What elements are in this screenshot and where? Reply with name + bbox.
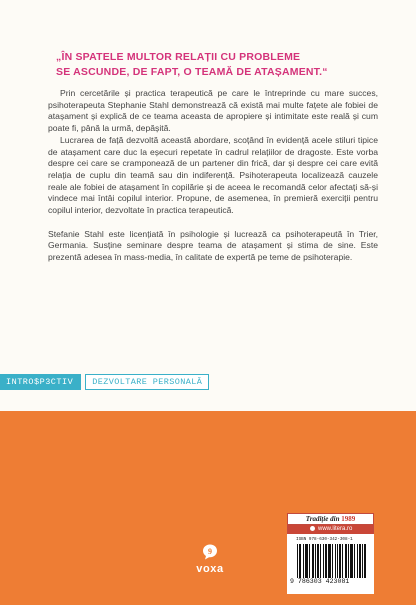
paragraph-2: Lucrarea de față dezvoltă această abordare, scoțând în evidență acele stiluri tipice de atașament care duc la eșecuri repetate în cadrul relațiilor de dragoste. Este vorba despre cei care se cramponează de un partener din frică, dar și despre cei care evită relația de cuplu din teamă sau din indiferență. Psihoterapeuta localizează cauzele reale ale fobiei de atașament în copilărie și de aceea le recomandă celor afectați să-și vindece mai întâi copilul interior. Propune, de asemenea, în premieră exerciții pentru copilul interior, dezvoltate în practica terapeutică. [48, 134, 378, 216]
svg-text:9: 9 [208, 547, 212, 556]
website-url: www.litera.ro [318, 526, 353, 532]
isbn-text: ISBN 978-630-342-308-1 [296, 537, 353, 542]
quote-line-1: „ÎN SPATELE MULTOR RELAȚII CU PROBLEME [56, 51, 301, 63]
publisher-logo [184, 543, 236, 587]
publisher-name: voxa [196, 563, 224, 575]
cover-quote [56, 50, 376, 80]
category-tags [0, 374, 209, 390]
barcode-panel [287, 534, 374, 594]
author-bio: Stefanie Stahl este licențiată în psihologie și lucrează ca psihoterapeută în Trier, Germania. Susține seminare despre teama de atașament și stima de sine. Este prezentă adesea în mass-media, în calitate de expertă pe teme de psihoterapie. [48, 228, 378, 263]
bullet-icon [310, 526, 315, 531]
paragraph-1: Prin cercetările și practica terapeutică pe care le întreprinde cu mare succes, psihoterapeuta Stephanie Stahl demonstrează că există mai multe fațete ale fobiei de atașament și explică de ce teama aceasta de apropiere și intimitate este reală și cum poate fi, până la urmă, depășită. [48, 88, 378, 134]
series-tag: INTRO$P3CTIV [0, 374, 81, 390]
quote-line-2: SE ASCUNDE, DE FAPT, O TEAMĂ DE ATAȘAMENT.“ [56, 66, 328, 78]
sticker-year: 1989 [341, 515, 356, 523]
tradition-sticker [287, 513, 374, 524]
sticker-text: Tradiție din [305, 515, 342, 523]
collection-tag: DEZVOLTARE PERSONALĂ [85, 374, 209, 390]
barcode-digits: 9 786303 423081 [290, 578, 350, 585]
description [48, 88, 378, 264]
barcode-icon [297, 544, 367, 578]
speech-bubble-icon [201, 543, 219, 561]
